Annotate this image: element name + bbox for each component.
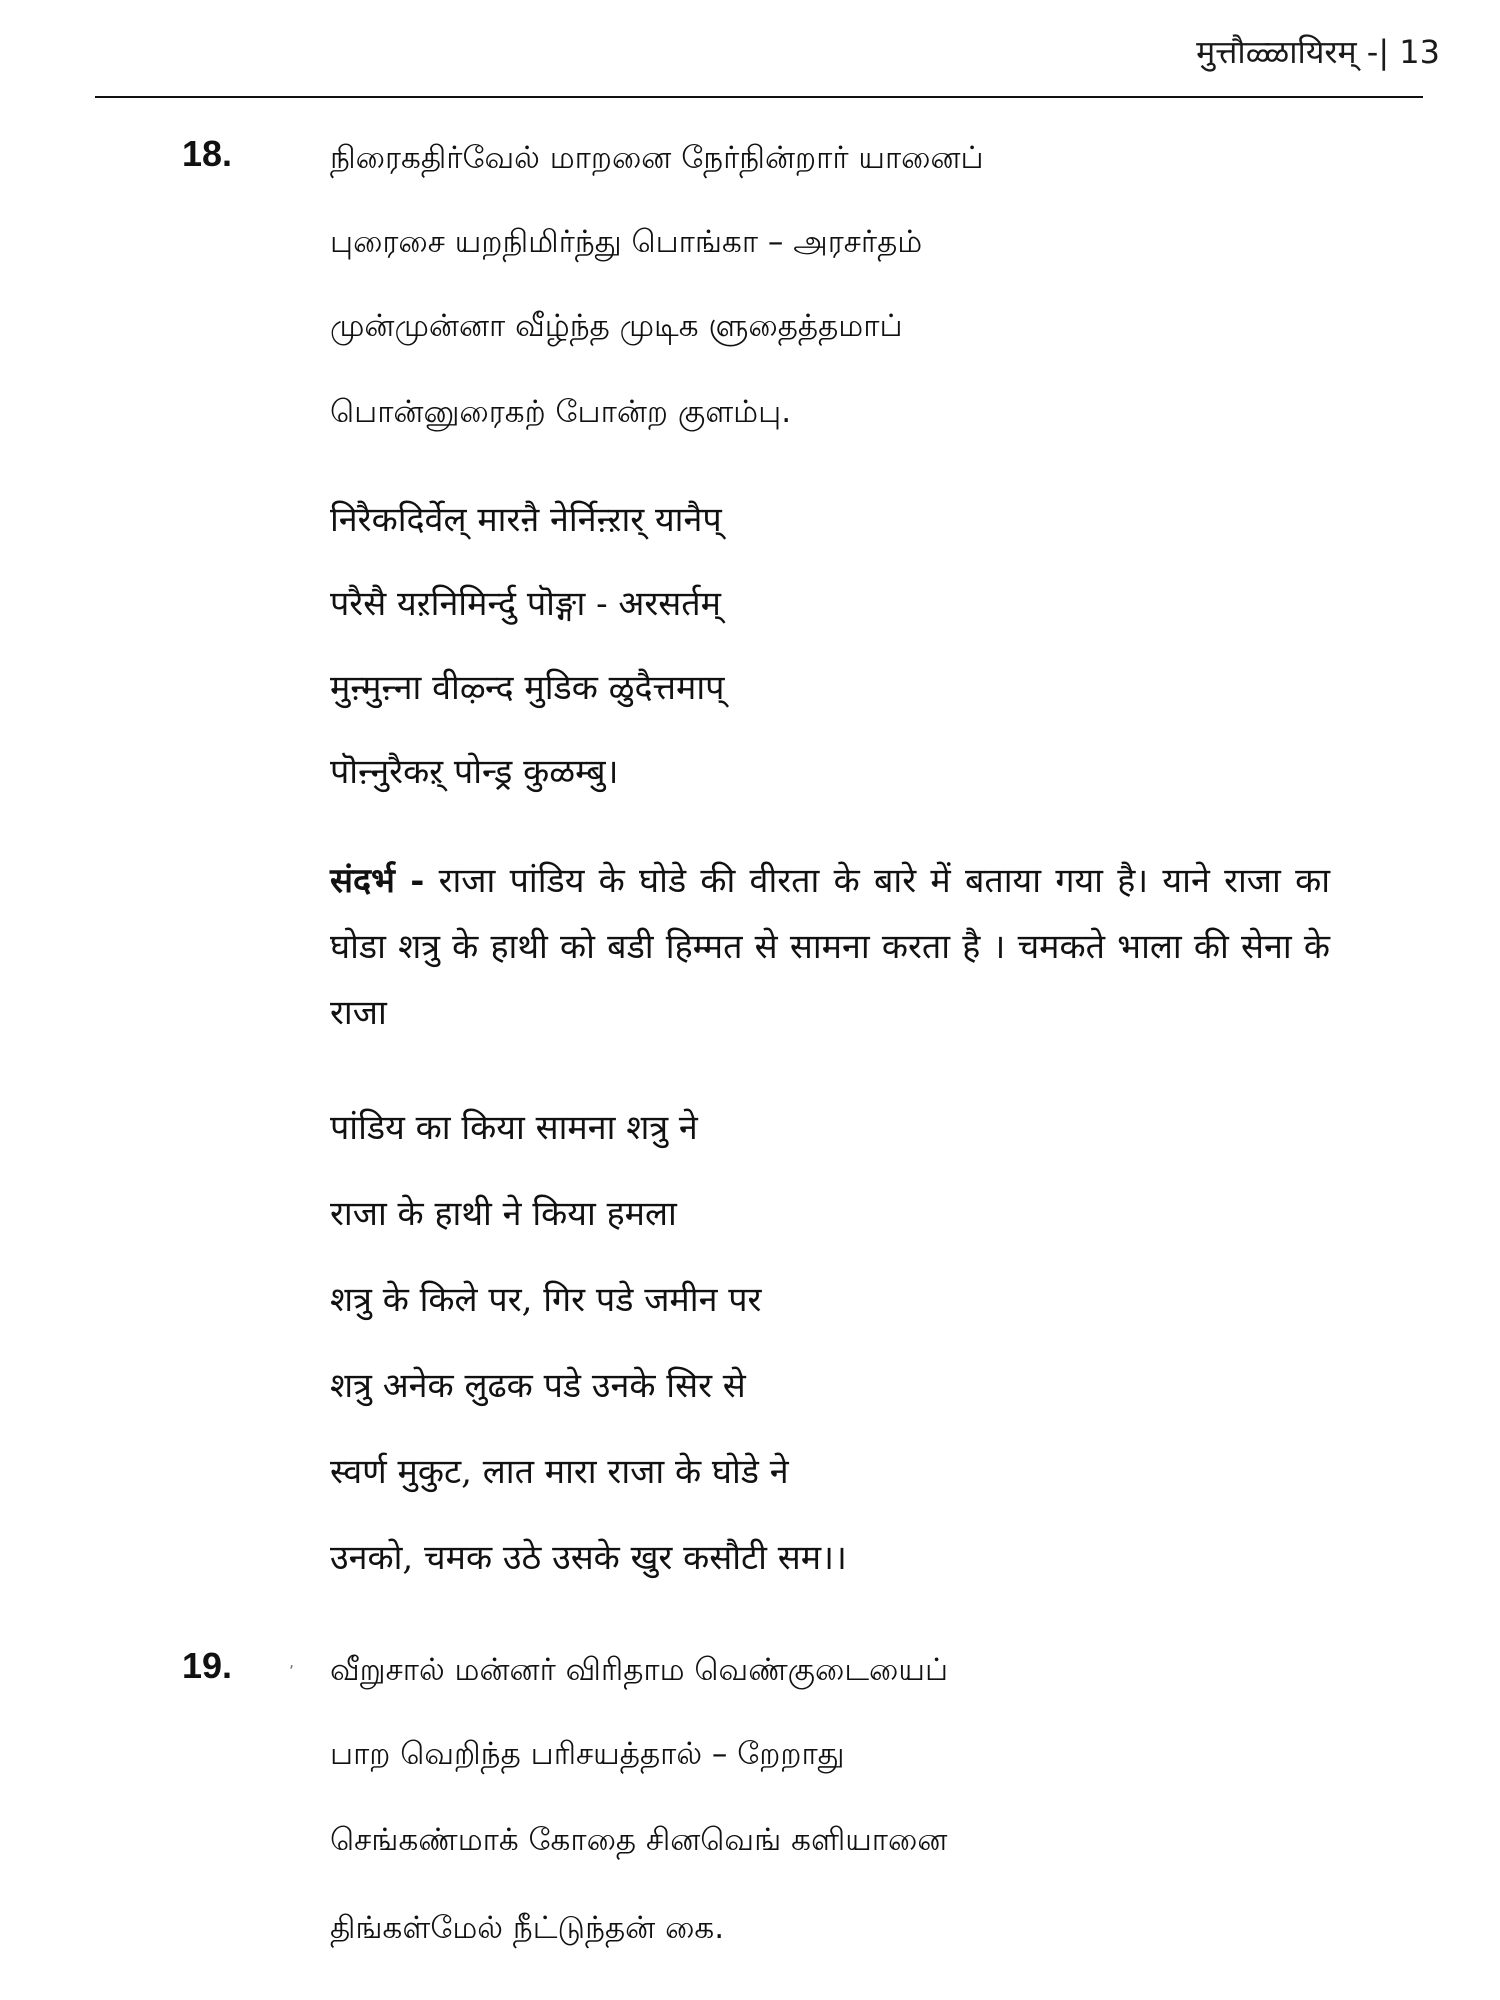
context-text: राजा पांडिय के घोडे की वीरता के बारे में बताया गया है। याने राजा का घोडा शत्रु के हाथी को बडी हिम्मत से सामना करता है । चमकते भाला की सेना के राजा (330, 861, 1331, 1033)
tamil-line: செங்கண்மாக் கோதை சினவெங் களியானை (330, 1822, 948, 1858)
context-paragraph (330, 848, 1330, 1046)
running-header: मुत्तौळ्ळायिरम् -| 13 (1196, 33, 1440, 71)
translation-line: उनको, चमक उठे उसके खुर कसौटी सम।। (330, 1538, 847, 1578)
tamil-line: நிரைகதிர்வேல் மாறனை நேர்நின்றார் யானைப் (330, 140, 984, 176)
tamil-line: பொன்னுரைகற் போன்ற குளம்பு. (330, 394, 792, 430)
verse-number-19: 19. (182, 1645, 233, 1686)
transliteration-line: पॊऩ्नुरैकऱ् पोन्ड्र कुळम्बु। (330, 752, 619, 792)
header-rule (95, 96, 1423, 98)
stray-mark: , (289, 1652, 295, 1671)
translation-line: स्वर्ण मुकुट, लात मारा राजा के घोडे ने (330, 1452, 789, 1492)
context-label: संदर्भ - (330, 861, 425, 901)
translation-line: शत्रु के किले पर, गिर पडे जमीन पर (330, 1280, 762, 1320)
tamil-line: பாற வெறிந்த பரிசயத்தால் – றேறாது (330, 1736, 845, 1772)
transliteration-line: मुऩ्मुऩ्ना वीऴ्न्द मुडिक ळुदैत्तमाप् (330, 668, 725, 708)
tamil-line: திங்கள்மேல் நீட்டுந்தன் கை. (330, 1910, 725, 1946)
tamil-line: முன்முன்னா வீழ்ந்த முடிக ளுதைத்தமாப் (330, 308, 903, 344)
tamil-line: புரைசை யறநிமிர்ந்து பொங்கா – அரசர்தம் (330, 224, 923, 260)
tamil-line: வீறுசால் மன்னர் விரிதாம வெண்குடையைப் (330, 1652, 949, 1688)
translation-line: शत्रु अनेक लुढक पडे उनके सिर से (330, 1366, 746, 1406)
translation-line: पांडिय का किया सामना शत्रु ने (330, 1108, 698, 1148)
translation-line: राजा के हाथी ने किया हमला (330, 1194, 677, 1234)
transliteration-line: निरैकदिर्वेल् मारऩै नेर्निऩ्ऱार् यानैप् (330, 500, 722, 540)
transliteration-line: परैसै यऱनिमिर्न्दु पॊङ्गा - अरसर्तम् (330, 584, 721, 624)
verse-number-18: 18. (182, 133, 233, 174)
